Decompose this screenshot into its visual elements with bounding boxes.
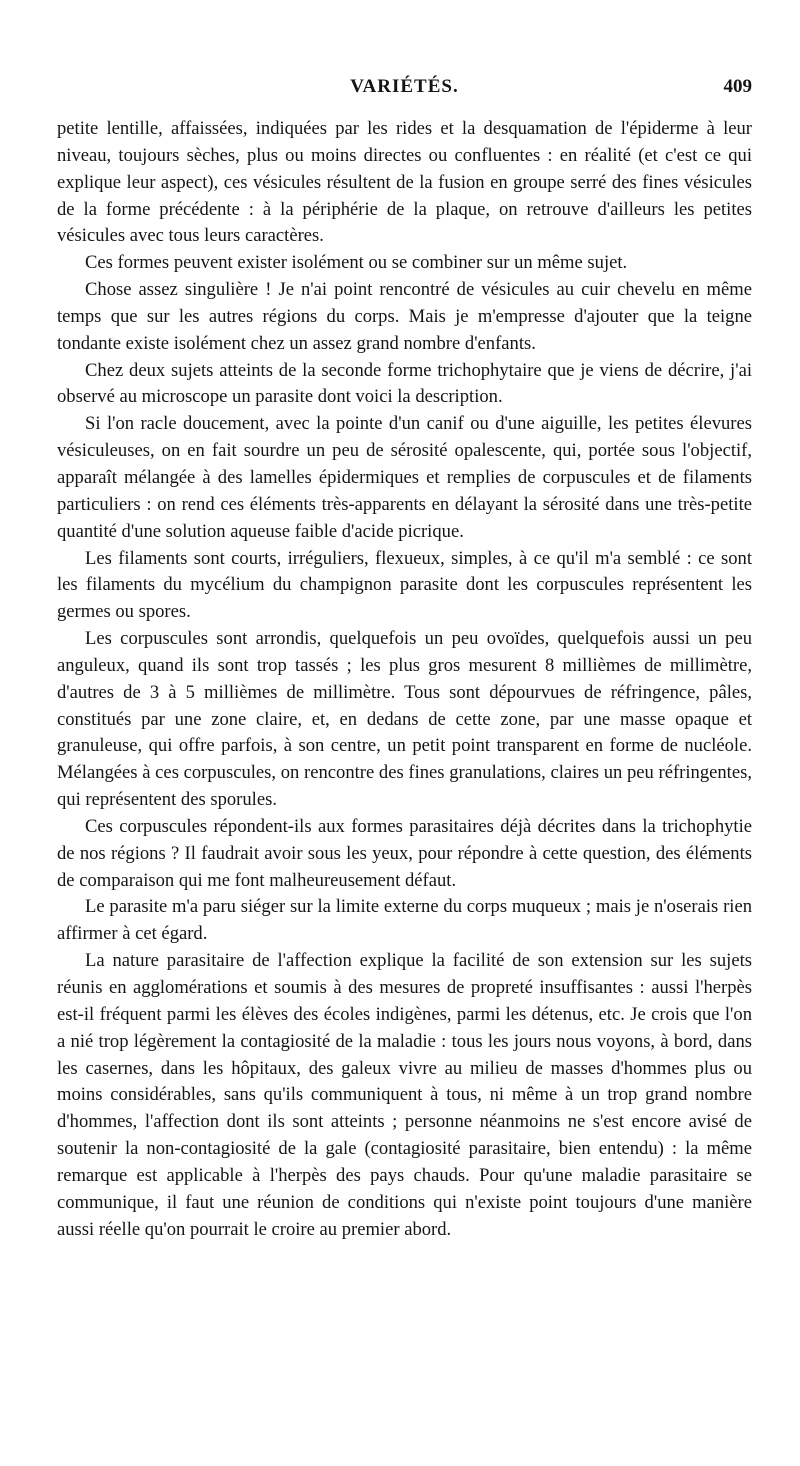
paragraph: Chose assez singulière ! Je n'ai point rencontré de vésicules au cuir chevelu en même temps que sur les autres régions du corps. Mais je m'empresse d'ajouter que la teigne tondante existe isolément chez un assez grand nombre d'enfants. <box>57 279 752 354</box>
body-text <box>57 116 752 1243</box>
paragraph: Si l'on racle doucement, avec la pointe d'un canif ou d'une aiguille, les petites élevures vésiculeuses, on en fait sourdre un peu de sérosité opalescente, qui, portée sous l'objectif, apparaît mélangée à des lamelles épidermiques et remplies de corpuscules et de filaments particuliers : on rend ces éléments très-apparents en délayant la sérosité dans une très-petite quantité d'une solution aqueuse faible d'acide picrique. <box>57 413 752 542</box>
page-header <box>57 76 752 106</box>
paragraph: Chez deux sujets atteints de la seconde forme trichophytaire que je viens de décrire, j'ai observé au microscope un parasite dont voici la description. <box>57 359 752 408</box>
paragraph: petite lentille, affaissées, indiquées par les rides et la desquamation de l'épiderme à leur niveau, toujours sèches, plus ou moins directes ou confluentes : en réalité (et c'est ce qui explique leur aspect), ces vésicules résultent de la fusion en groupe serré des fines vésicules de la forme précédente : à la périphérie de la plaque, on retrouve d'ailleurs les petites vésicules avec tous leurs caractères. <box>57 118 752 247</box>
running-title: VARIÉTÉS. <box>350 76 459 97</box>
paragraph: Ces formes peuvent exister isolément ou se combiner sur un même sujet. <box>85 252 628 274</box>
paragraph: Les filaments sont courts, irréguliers, flexueux, simples, à ce qu'il m'a semblé : ce sont les filaments du mycélium du champignon parasite dont les corpuscules représentent les germes ou spores. <box>57 547 752 623</box>
paragraph: Ces corpuscules répondent-ils aux formes parasitaires déjà décrites dans la trichophytie de nos régions ? Il faudrait avoir sous les yeux, pour répondre à cette question, des éléments de comparaison qui me font malheureusement défaut. <box>57 815 752 891</box>
paragraph: Le parasite m'a paru siéger sur la limite externe du corps muqueux ; mais je n'oserais rien affirmer à cet égard. <box>57 896 752 945</box>
paragraph: Les corpuscules sont arrondis, quelquefois un peu ovoïdes, quelquefois aussi un peu anguleux, quand ils sont trop tassés ; les plus gros mesurent 8 millièmes de millimètre, d'autres de 3 à 5 millièmes de millimètre. Tous sont dépourvues de réfringence, pâles, constitués par une zone claire, et, en dedans de cette zone, par une masse opaque et granuleuse, qui offre parfois, à son centre, un petit point transparent en forme de nucléole. Mélangées à ces corpuscules, on rencontre des fines granulations, claires un peu réfringentes, qui représentent des sporules. <box>57 628 752 811</box>
paragraph: La nature parasitaire de l'affection explique la facilité de son extension sur les sujets réunis en agglomérations et soumis à des mesures de propreté insuffisantes : aussi l'herpès est-il fréquent parmi les élèves des écoles indigènes, parmi les détenus, etc. Je crois que l'on a nié trop légèrement la contagiosité de la maladie : tous les jours nous voyons, à bord, dans les casernes, dans les hôpitaux, des galeux vivre au milieu de masses d'hommes plus ou moins considérables, sans qu'ils communiquent à tous, ni même à un trop grand nombre d'hommes, l'affection dont ils sont atteints ; personne néanmoins ne s'est encore avisé de soutenir la non-contagiosité de la gale (contagiosité parasitaire, bien entendu) : la même remarque est applicable à l'herpès des pays chauds. Pour qu'une maladie parasitaire se communique, il faut une réunion de conditions qui n'existe point toujours d'une manière aussi réelle qu'on pourrait le croire au premier abord. <box>57 950 752 1240</box>
page-number: 409 <box>723 76 752 97</box>
